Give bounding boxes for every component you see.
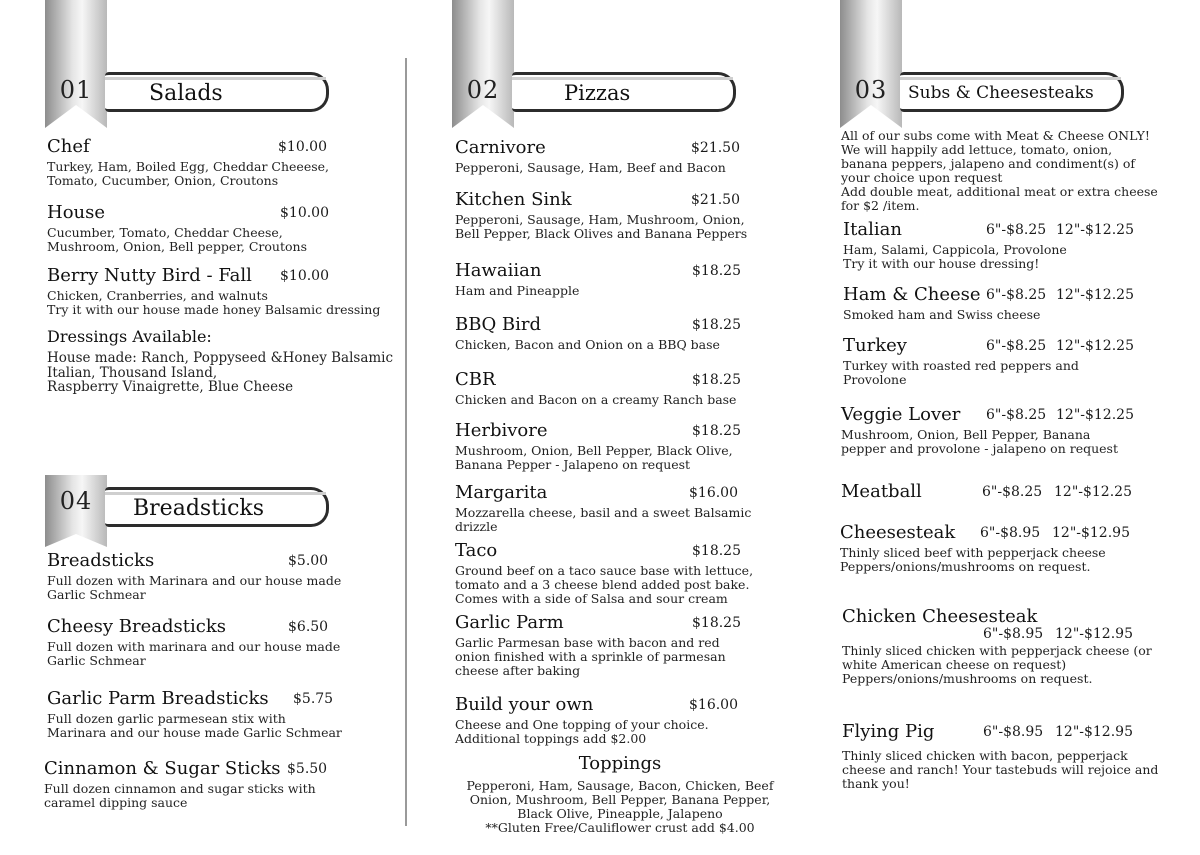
dressings-heading: Dressings Available: — [47, 327, 212, 346]
ribbon-tag — [45, 0, 107, 128]
item-name: Garlic Parm — [455, 612, 564, 633]
menu-item-ham-cheese — [843, 284, 1163, 322]
item-name: Breadsticks — [47, 550, 155, 571]
item-description: Thinly sliced chicken with bacon, pepperjack cheese and ranch! Your tastebuds will rejoice and thank you! — [842, 748, 1159, 791]
item-description: Full dozen with Marinara and our house made Garlic Schmear — [47, 573, 342, 602]
price-12-inch: 12"-$12.25 — [1056, 407, 1134, 423]
menu-item-bbq-bird — [455, 314, 755, 352]
ribbon-tag — [452, 0, 514, 128]
item-name: Margarita — [455, 482, 548, 503]
title-banner — [900, 72, 1124, 112]
item-price: $18.25 — [692, 372, 741, 388]
menu-item-chef — [47, 136, 387, 188]
section-number: 04 — [59, 487, 93, 515]
section-title: Salads — [149, 81, 223, 106]
item-name: Flying Pig — [842, 721, 935, 742]
item-price: $5.75 — [293, 691, 334, 707]
item-description: Thinly sliced chicken with pepperjack cheese (or white American cheese on request) Peppers/onions/mushrooms on request. — [842, 643, 1152, 686]
item-description: Turkey, Ham, Boiled Egg, Cheddar Cheeese, Tomato, Cucumber, Onion, Croutons — [47, 159, 330, 188]
title-banner — [512, 72, 736, 112]
breadsticks-header — [45, 475, 335, 555]
menu-item-cheesesteak — [840, 522, 1160, 574]
item-name: Berry Nutty Bird - Fall — [47, 265, 252, 286]
item-description: Mozzarella cheese, basil and a sweet Balsamic drizzle — [455, 505, 752, 534]
menu-item-turkey — [843, 335, 1163, 387]
menu-item-kitchen-sink — [455, 189, 755, 241]
item-name: Turkey — [843, 335, 907, 356]
item-name: Cheesesteak — [840, 522, 956, 543]
subs-header — [840, 0, 1130, 104]
price-12-inch: 12"-$12.95 — [1055, 724, 1133, 740]
menu-item-hawaiian — [455, 260, 755, 298]
item-name: Meatball — [841, 481, 922, 502]
price-6-inch: 6"-$8.25 — [986, 287, 1047, 303]
menu-item-cinnamon-sugar-sticks — [44, 758, 384, 810]
item-name: Veggie Lover — [841, 404, 961, 425]
menu-item-cheesy-breadsticks — [47, 616, 387, 668]
menu-item-italian — [843, 219, 1163, 271]
title-banner — [105, 487, 329, 527]
item-description: Chicken, Cranberries, and walnuts Try it with our house made honey Balsamic dressing — [47, 288, 381, 317]
item-description: Full dozen cinnamon and sugar sticks with caramel dipping sauce — [44, 781, 316, 810]
item-name: Chef — [47, 136, 90, 157]
menu-item-breadsticks — [47, 550, 387, 602]
price-6-inch: 6"-$8.25 — [986, 407, 1047, 423]
menu-item-meatball — [841, 481, 1161, 503]
menu-item-build-your-own — [455, 694, 755, 746]
item-name: CBR — [455, 369, 496, 390]
item-name: Chicken Cheesesteak — [842, 606, 1038, 627]
item-description: Cucumber, Tomato, Cheddar Cheese, Mushroom, Onion, Bell pepper, Croutons — [47, 225, 307, 254]
item-name: Cheesy Breadsticks — [47, 616, 226, 637]
item-price: $6.50 — [288, 619, 329, 635]
pizzas-header — [452, 0, 742, 105]
section-number: 01 — [59, 76, 93, 104]
item-description: Thinly sliced beef with pepperjack cheese Peppers/onions/mushrooms on request. — [840, 545, 1106, 574]
item-description: Full dozen with marinara and our house made Garlic Schmear — [47, 639, 341, 668]
menu-item-herbivore — [455, 420, 755, 472]
item-description: Pepperoni, Sausage, Ham, Beef and Bacon — [455, 160, 726, 175]
item-name: Kitchen Sink — [455, 189, 572, 210]
item-description: Ham and Pineapple — [455, 283, 580, 298]
menu-item-garlic-parm-breadsticks — [47, 688, 387, 740]
price-12-inch: 12"-$12.95 — [1055, 626, 1133, 642]
menu-item-cbr — [455, 369, 755, 407]
item-description: Cheese and One topping of your choice. Additional toppings add $2.00 — [455, 717, 709, 746]
item-price: $10.00 — [280, 205, 329, 221]
salads-header — [45, 0, 335, 106]
price-6-inch: 6"-$8.95 — [983, 626, 1044, 642]
item-name: Build your own — [455, 694, 594, 715]
price-6-inch: 6"-$8.95 — [980, 525, 1041, 541]
toppings-list: Pepperoni, Ham, Sausage, Bacon, Chicken, Beef Onion, Mushroom, Bell Pepper, Banana Pepper, Black Olive, Pineapple, Jalapeno **Gluten Free/Cauliflower crust add $4.00 — [466, 778, 774, 835]
item-price: $5.00 — [288, 553, 329, 569]
toppings-heading: Toppings — [578, 753, 662, 774]
title-banner — [105, 72, 329, 112]
section-title: Pizzas — [564, 81, 631, 105]
item-description: Smoked ham and Swiss cheese — [843, 307, 1041, 322]
item-description: Mushroom, Onion, Bell Pepper, Black Olive, Banana Pepper - Jalapeno on request — [455, 443, 733, 472]
item-name: Taco — [455, 540, 498, 561]
item-name: Carnivore — [455, 137, 546, 158]
item-description: Mushroom, Onion, Bell Pepper, Banana pepper and provolone - jalapeno on request — [841, 427, 1118, 456]
price-12-inch: 12"-$12.95 — [1052, 525, 1130, 541]
item-price: $16.00 — [689, 697, 738, 713]
menu-item-garlic-parm — [455, 612, 755, 678]
price-6-inch: 6"-$8.25 — [986, 222, 1047, 238]
menu-item-carnivore — [455, 137, 755, 175]
item-description: Chicken, Bacon and Onion on a BBQ base — [455, 337, 720, 352]
section-number: 02 — [466, 76, 500, 104]
item-name: Cinnamon & Sugar Sticks — [44, 758, 281, 779]
item-name: Ham & Cheese — [843, 284, 981, 305]
item-description: Ham, Salami, Cappicola, Provolone Try it with our house dressing! — [843, 242, 1067, 271]
menu-item-house — [47, 202, 387, 254]
dressings-list: House made: Ranch, Poppyseed &Honey Balsamic Italian, Thousand Island, Raspberry Vinaigrette, Blue Cheese — [47, 350, 394, 395]
section-title: Subs & Cheesesteaks — [908, 83, 1094, 103]
item-name: BBQ Bird — [455, 314, 542, 335]
subs-intro: All of our subs come with Meat & Cheese ONLY! We will happily add lettuce, tomato, onion, banana peppers, jalapeno and condiment(s) of your choice upon request Add double meat, additional meat or extra cheese for $2 /item. — [841, 128, 1158, 213]
price-6-inch: 6"-$8.95 — [983, 724, 1044, 740]
item-name: House — [47, 202, 106, 223]
item-price: $21.50 — [691, 192, 740, 208]
section-title: Breadsticks — [133, 496, 265, 521]
price-12-inch: 12"-$12.25 — [1056, 287, 1134, 303]
ribbon-tag — [840, 0, 902, 128]
item-name: Hawaiian — [455, 260, 542, 281]
item-description: Full dozen garlic parmesean stix with Marinara and our house made Garlic Schmear — [47, 711, 342, 740]
item-description: Garlic Parmesan base with bacon and red onion finished with a sprinkle of parmesan cheese after baking — [455, 635, 726, 678]
item-description: Ground beef on a taco sauce base with lettuce, tomato and a 3 cheese blend added post bake. Comes with a side of Salsa and sour cream — [455, 563, 754, 606]
item-name: Italian — [843, 219, 902, 240]
menu-item-taco — [455, 540, 765, 606]
item-price: $5.50 — [287, 761, 328, 777]
section-number: 03 — [854, 76, 888, 104]
menu-item-berry-nutty-bird — [47, 265, 402, 317]
item-price: $10.00 — [280, 268, 329, 284]
item-price: $10.00 — [278, 139, 327, 155]
column-divider — [405, 58, 407, 826]
item-description: Pepperoni, Sausage, Ham, Mushroom, Onion, Bell Pepper, Black Olives and Banana Peppers — [455, 212, 748, 241]
menu-item-chicken-cheesesteak — [842, 606, 1162, 686]
menu-item-margarita — [455, 482, 755, 534]
menu-item-veggie-lover — [841, 404, 1161, 456]
item-price: $18.25 — [692, 317, 741, 333]
menu-item-flying-pig — [842, 721, 1162, 791]
item-price: $18.25 — [692, 263, 741, 279]
item-description: Chicken and Bacon on a creamy Ranch base — [455, 392, 737, 407]
item-price: $18.25 — [692, 615, 741, 631]
price-6-inch: 6"-$8.25 — [986, 338, 1047, 354]
item-description: Turkey with roasted red peppers and Provolone — [843, 358, 1079, 387]
item-price: $18.25 — [692, 423, 741, 439]
price-6-inch: 6"-$8.25 — [982, 484, 1043, 500]
item-price: $18.25 — [692, 543, 741, 559]
item-price: $16.00 — [689, 485, 738, 501]
item-name: Garlic Parm Breadsticks — [47, 688, 269, 709]
item-name: Herbivore — [455, 420, 548, 441]
price-12-inch: 12"-$12.25 — [1056, 338, 1134, 354]
price-12-inch: 12"-$12.25 — [1056, 222, 1134, 238]
item-price: $21.50 — [691, 140, 740, 156]
price-12-inch: 12"-$12.25 — [1054, 484, 1132, 500]
